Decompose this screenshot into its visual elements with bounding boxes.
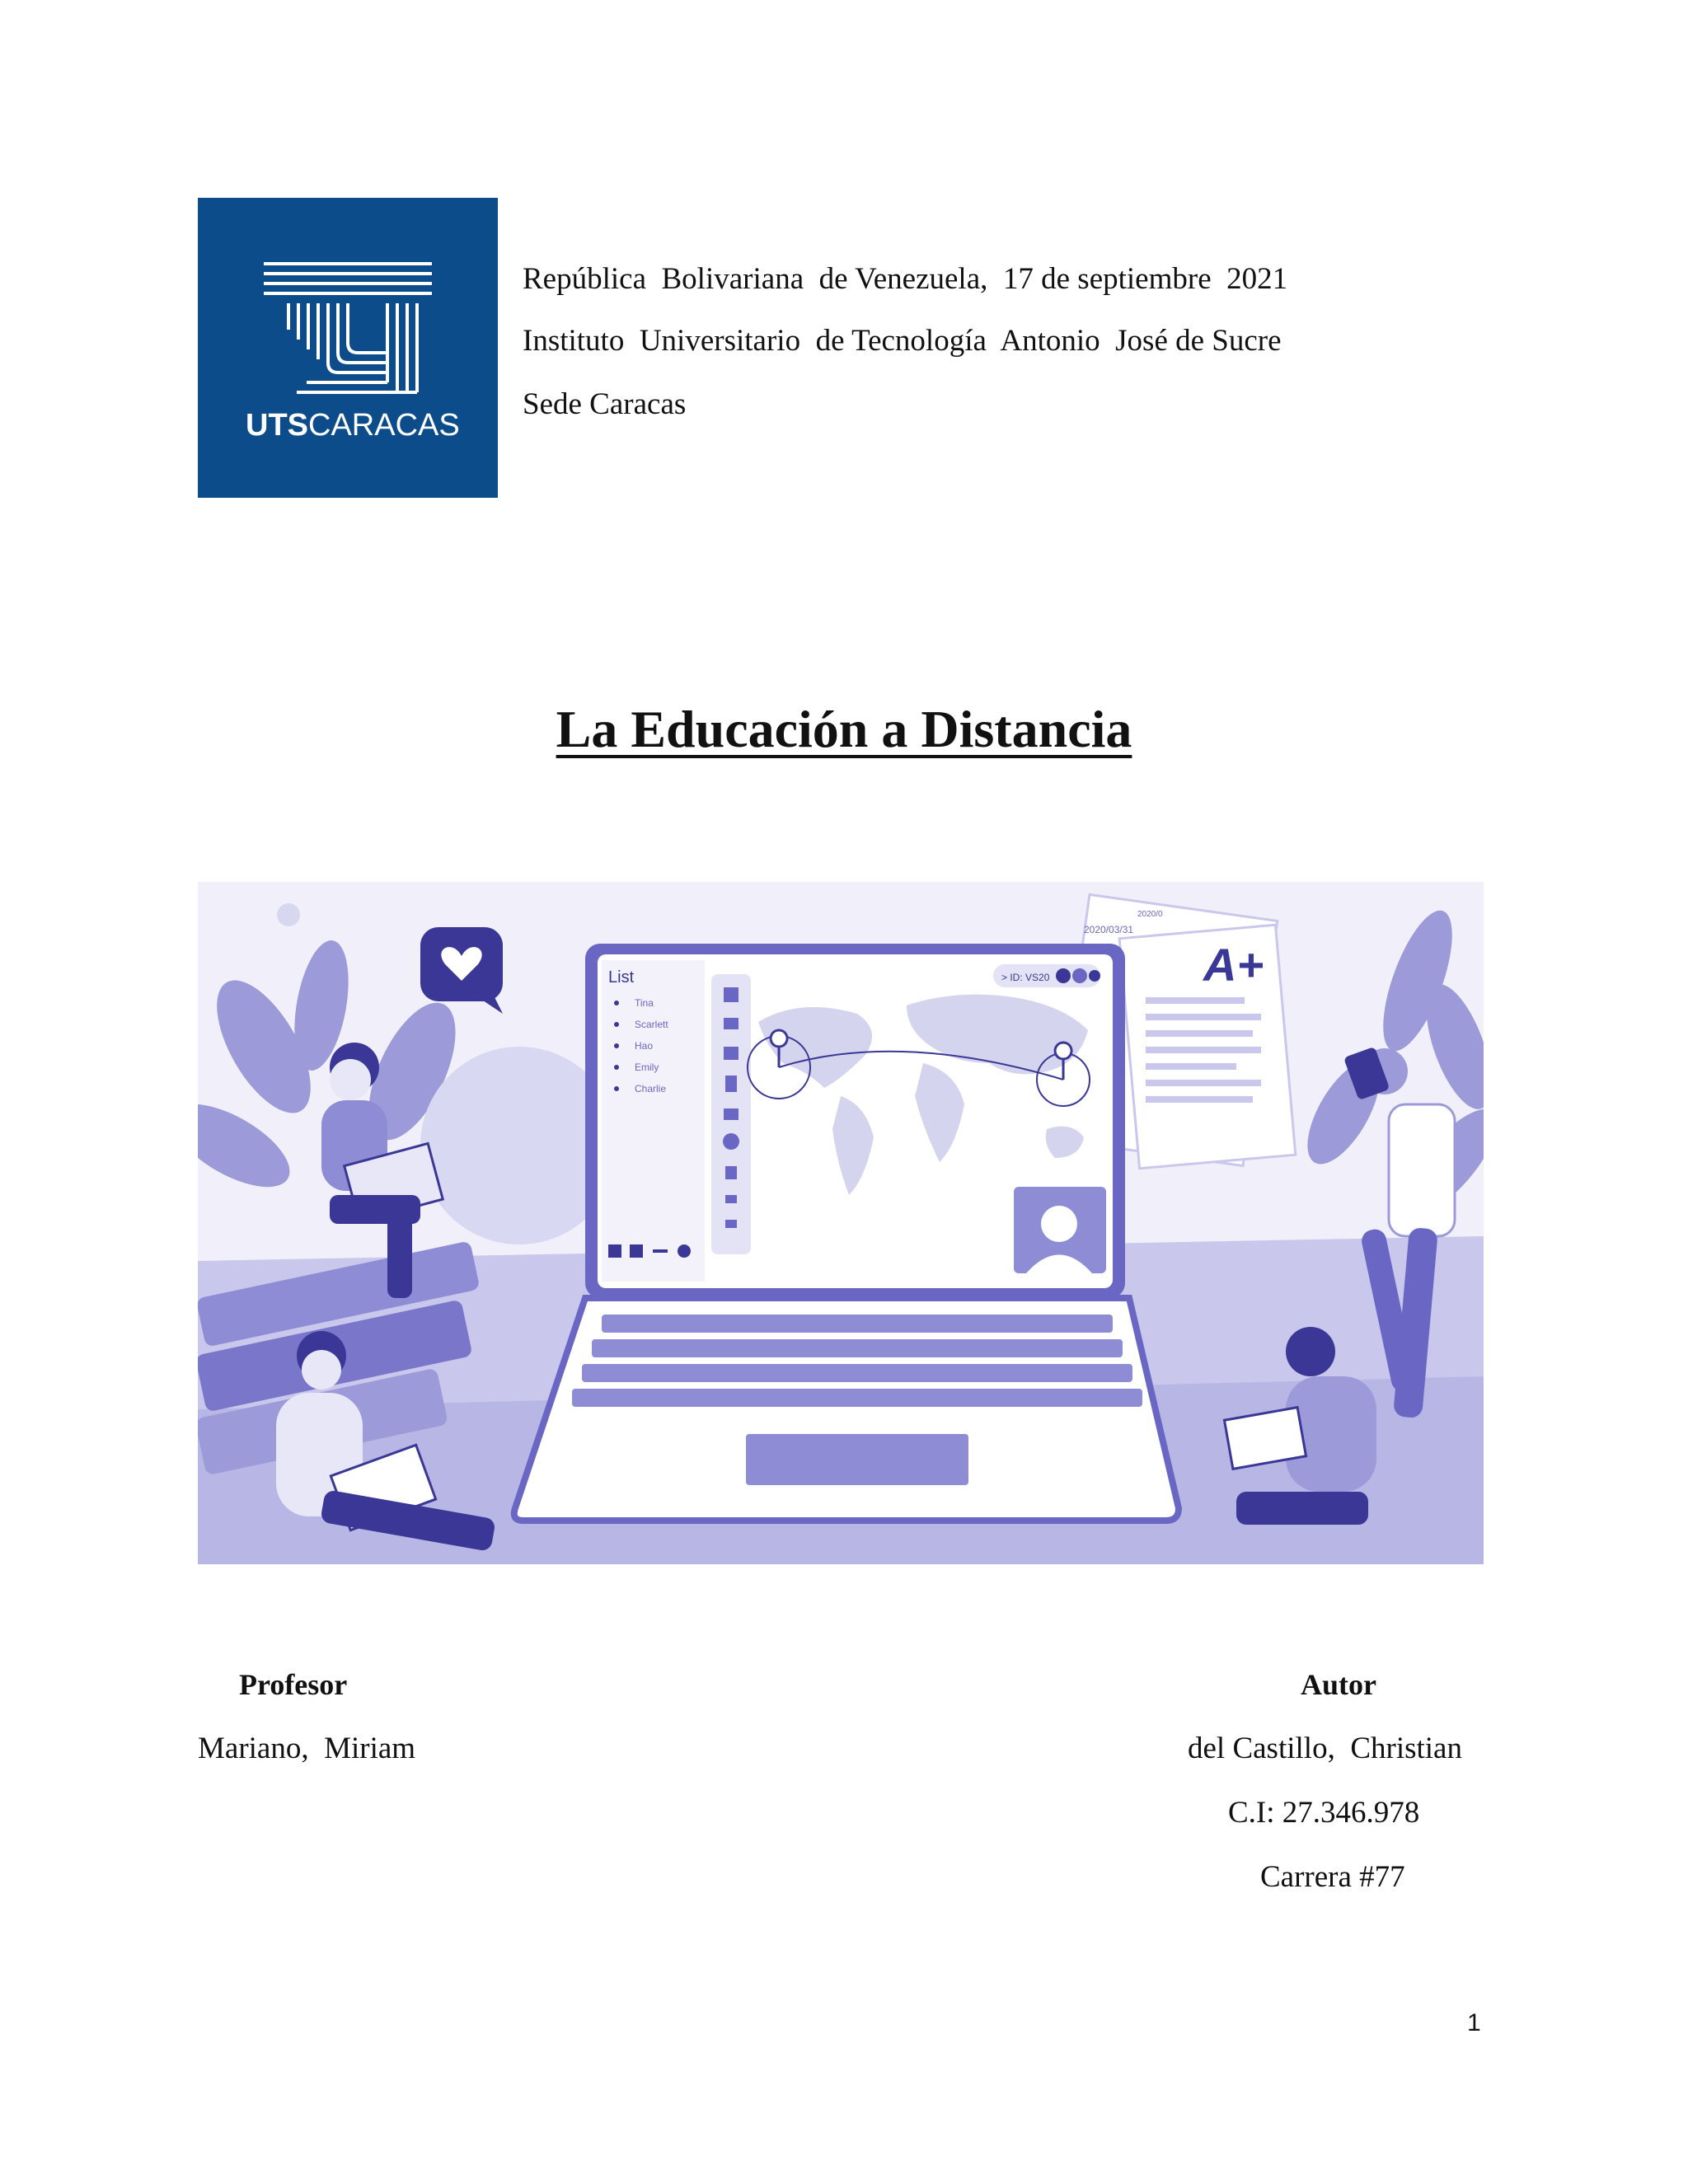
list-item: Charlie — [635, 1083, 667, 1094]
professor-name: Mariano, Miriam — [198, 1732, 416, 1765]
uts-logo-mark — [198, 198, 498, 498]
professor-label: Profesor — [239, 1668, 348, 1701]
author-id: C.I: 27.346.978 — [1228, 1796, 1420, 1830]
page-number: 1 — [1467, 2009, 1481, 2036]
logo-text-bold: UTS — [246, 408, 308, 443]
grade-text: A+ — [1203, 939, 1264, 991]
document-title: La Educación a Distancia — [556, 700, 1132, 758]
list-item: Tina — [635, 997, 654, 1009]
distance-education-illustration — [198, 882, 1484, 1564]
header-line-country-date: República Bolivariana de Venezuela, 17 de septiembre 2021 — [523, 262, 1288, 296]
doc-date-2: 2020/0 — [1137, 910, 1163, 919]
laptop-icon — [514, 944, 1179, 1521]
toolbar-id-text: > ID: VS20 — [1001, 972, 1050, 983]
uts-caracas-logo — [198, 198, 498, 498]
logo-text-light: CARACAS — [308, 408, 460, 443]
author-name: del Castillo, Christian — [1188, 1732, 1462, 1765]
list-item: Emily — [635, 1062, 659, 1073]
doc-date-1: 2020/03/31 — [1084, 924, 1134, 935]
header-line-campus: Sede Caracas — [523, 387, 687, 421]
header-line-institute: Instituto Universitario de Tecnología Antonio José de Sucre — [523, 324, 1282, 358]
list-title: List — [608, 968, 635, 987]
list-item: Hao — [635, 1040, 654, 1052]
list-item: Scarlett — [635, 1019, 668, 1030]
author-career: Carrera #77 — [1260, 1860, 1405, 1894]
author-label: Autor — [1301, 1668, 1376, 1701]
